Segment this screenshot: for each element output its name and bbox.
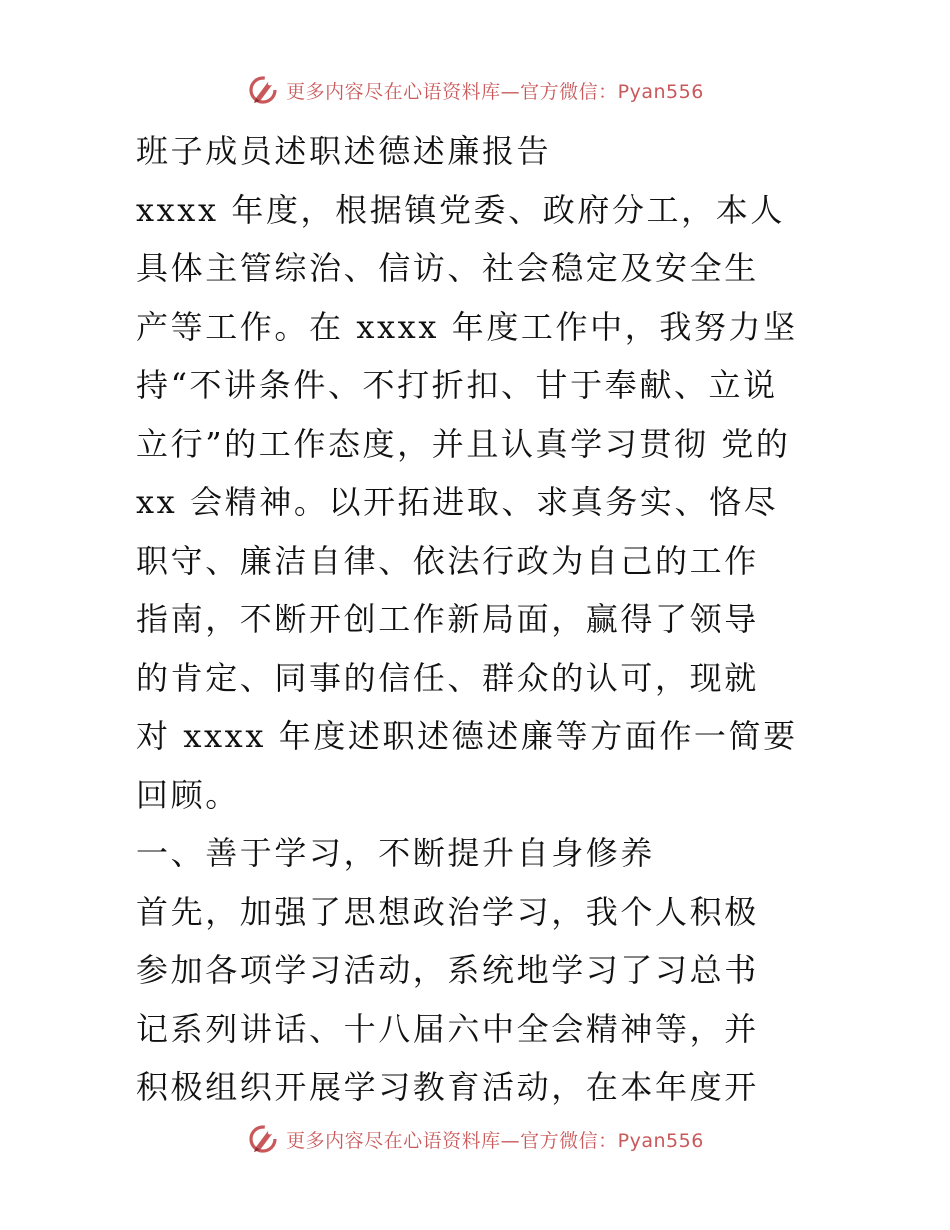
- document-line: 产等工作。在 xxxx 年度工作中，我努力坚: [136, 307, 798, 346]
- document-line: 持“不讲条件、不打折扣、甘于奉献、立说: [136, 366, 778, 404]
- document-line: 的肯定、同事的信任、群众的认可，现就: [136, 658, 759, 697]
- footer-watermark-inner: [246, 1122, 704, 1156]
- document-line: 职守、廉洁自律、依法行政为自己的工作: [136, 541, 759, 580]
- header-watermark-text: 更多内容尽在心语资料库—官方微信：Pyan556: [286, 80, 704, 103]
- pen-circle-logo-icon: [246, 73, 280, 107]
- document-line: 具体主管综治、信访、社会稳定及安全生: [136, 249, 759, 287]
- header-watermark: [0, 70, 950, 110]
- document-line: 记系列讲话、十八届六中全会精神等，并: [136, 1009, 759, 1048]
- footer-watermark: [0, 1119, 950, 1159]
- document-line: 参加各项学习活动，系统地学习了习总书: [136, 951, 759, 989]
- section-heading: 一、善于学习，不断提升自身修养: [136, 834, 656, 872]
- document-line: 对 xxxx 年度述职述德述廉等方面作一简要: [136, 717, 798, 755]
- document-line: 立行”的工作态度，并且认真学习贯彻 党的: [136, 424, 791, 463]
- document-line: 指南，不断开创工作新局面，赢得了领导: [136, 600, 759, 638]
- document-title: 班子成员述职述德述廉报告: [136, 132, 552, 170]
- document-line: 回顾。: [136, 775, 240, 814]
- document-line: xxxx 年度，根据镇党委、政府分工，本人: [136, 190, 785, 229]
- document-line: 首先，加强了思想政治学习，我个人积极: [136, 892, 759, 931]
- pen-circle-logo-icon: [246, 1122, 280, 1156]
- document-line: 积极组织开展学习教育活动，在本年度开: [136, 1068, 759, 1106]
- header-watermark-inner: [246, 73, 704, 107]
- document-line: xx 会精神。以开拓进取、求真务实、恪尽: [136, 483, 779, 521]
- document-body: [136, 122, 816, 1117]
- footer-watermark-text: 更多内容尽在心语资料库—官方微信：Pyan556: [286, 1129, 704, 1152]
